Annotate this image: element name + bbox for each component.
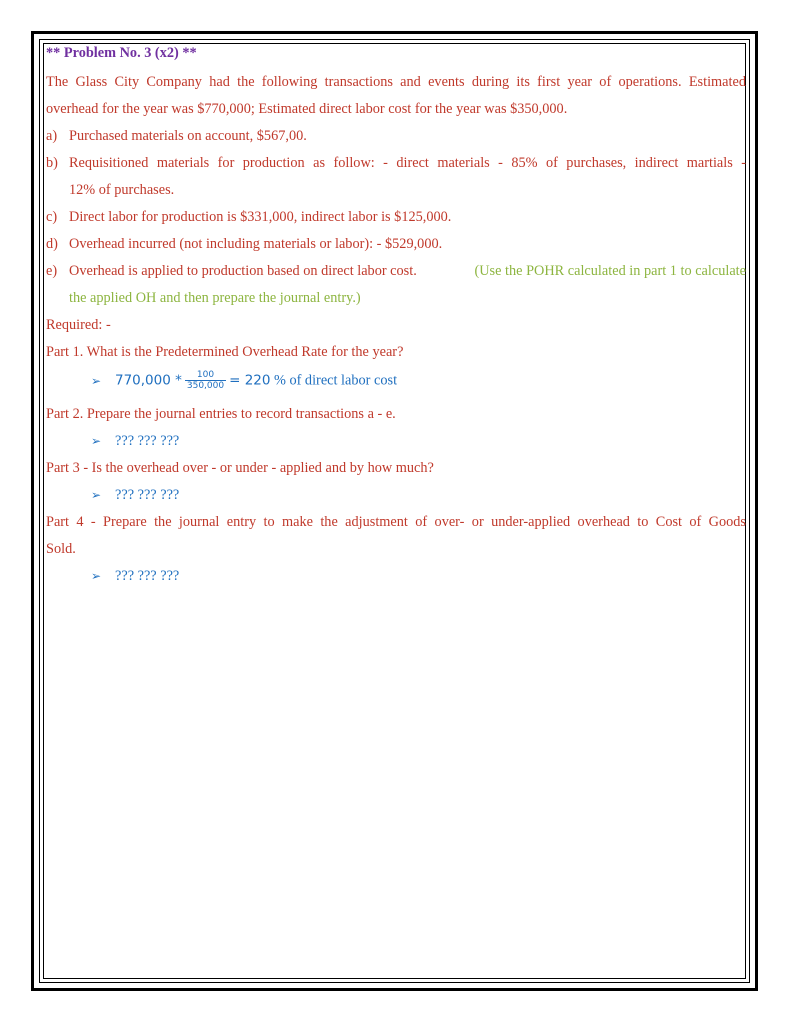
- arrow-bullet-icon: ➢: [91, 373, 102, 388]
- item-a: [46, 127, 746, 145]
- item-d-text: Overhead incurred (not including materials or labor): - $529,000.: [69, 236, 443, 252]
- required-label: Required: -: [46, 317, 111, 333]
- part1-question: Part 1. What is the Predetermined Overhead Rate for the year?: [46, 344, 404, 360]
- item-a-text: Purchased materials on account, $567,00.: [69, 128, 307, 144]
- item-e-note-1: (Use the POHR calculated in part 1 to calculate: [474, 263, 746, 279]
- item-d-label: d): [46, 236, 58, 252]
- part3-answer: [91, 486, 179, 505]
- formula-tail: % of direct labor cost: [273, 372, 398, 389]
- part3-question: Part 3 - Is the overhead over - or under - applied and by how much?: [46, 460, 434, 476]
- part4-question-2: Sold.: [46, 541, 76, 557]
- arrow-bullet-icon: ➢: [91, 488, 102, 502]
- formula-fraction: [185, 370, 226, 391]
- item-c-text: Direct labor for production is $331,000, indirect labor is $125,000.: [69, 209, 452, 225]
- item-b: [46, 154, 746, 172]
- item-c: [46, 208, 746, 226]
- arrow-bullet-icon: ➢: [91, 434, 102, 448]
- item-e-label: e): [46, 263, 58, 279]
- item-e: [46, 262, 746, 280]
- formula-numerator: 100: [185, 370, 226, 381]
- item-b-text-2: 12% of purchases.: [69, 182, 175, 198]
- part2-answer: [91, 432, 179, 451]
- item-e-note-2: the applied OH and then prepare the journal entry.): [69, 290, 361, 306]
- part4-answer: [91, 567, 179, 586]
- formula-rhs: = 220: [229, 372, 271, 389]
- problem-title: ** Problem No. 3 (x2) **: [46, 45, 197, 61]
- page-border: [31, 31, 758, 991]
- item-a-label: a): [46, 128, 58, 144]
- part4-question-1: Part 4 - Prepare the journal entry to make the adjustment of over- or under-applied overhead to Cost of Goods: [46, 514, 746, 530]
- item-b-label: b): [46, 155, 58, 171]
- arrow-bullet-icon: ➢: [91, 569, 102, 583]
- intro-line-2: overhead for the year was $770,000; Estimated direct labor cost for the year was $350,000.: [46, 101, 568, 117]
- formula-lhs: 770,000 *: [115, 372, 182, 389]
- item-b-text-1: Requisitioned materials for production as follow: - direct materials - 85% of purchases, indirect martials -: [69, 155, 746, 171]
- part2-answer-text: ??? ??? ???: [115, 433, 180, 449]
- item-c-label: c): [46, 209, 58, 225]
- intro-line-1: The Glass City Company had the following transactions and events during its first year of operations. Estimated: [46, 74, 746, 90]
- formula-denominator: 350,000: [186, 381, 225, 391]
- item-e-text: Overhead is applied to production based on direct labor cost.: [69, 263, 417, 279]
- item-d: [46, 235, 746, 253]
- part2-question: Part 2. Prepare the journal entries to record transactions a - e.: [46, 406, 396, 422]
- part4-answer-text: ??? ??? ???: [115, 568, 180, 584]
- part3-answer-text: ??? ??? ???: [115, 487, 180, 503]
- part1-answer: [91, 371, 397, 392]
